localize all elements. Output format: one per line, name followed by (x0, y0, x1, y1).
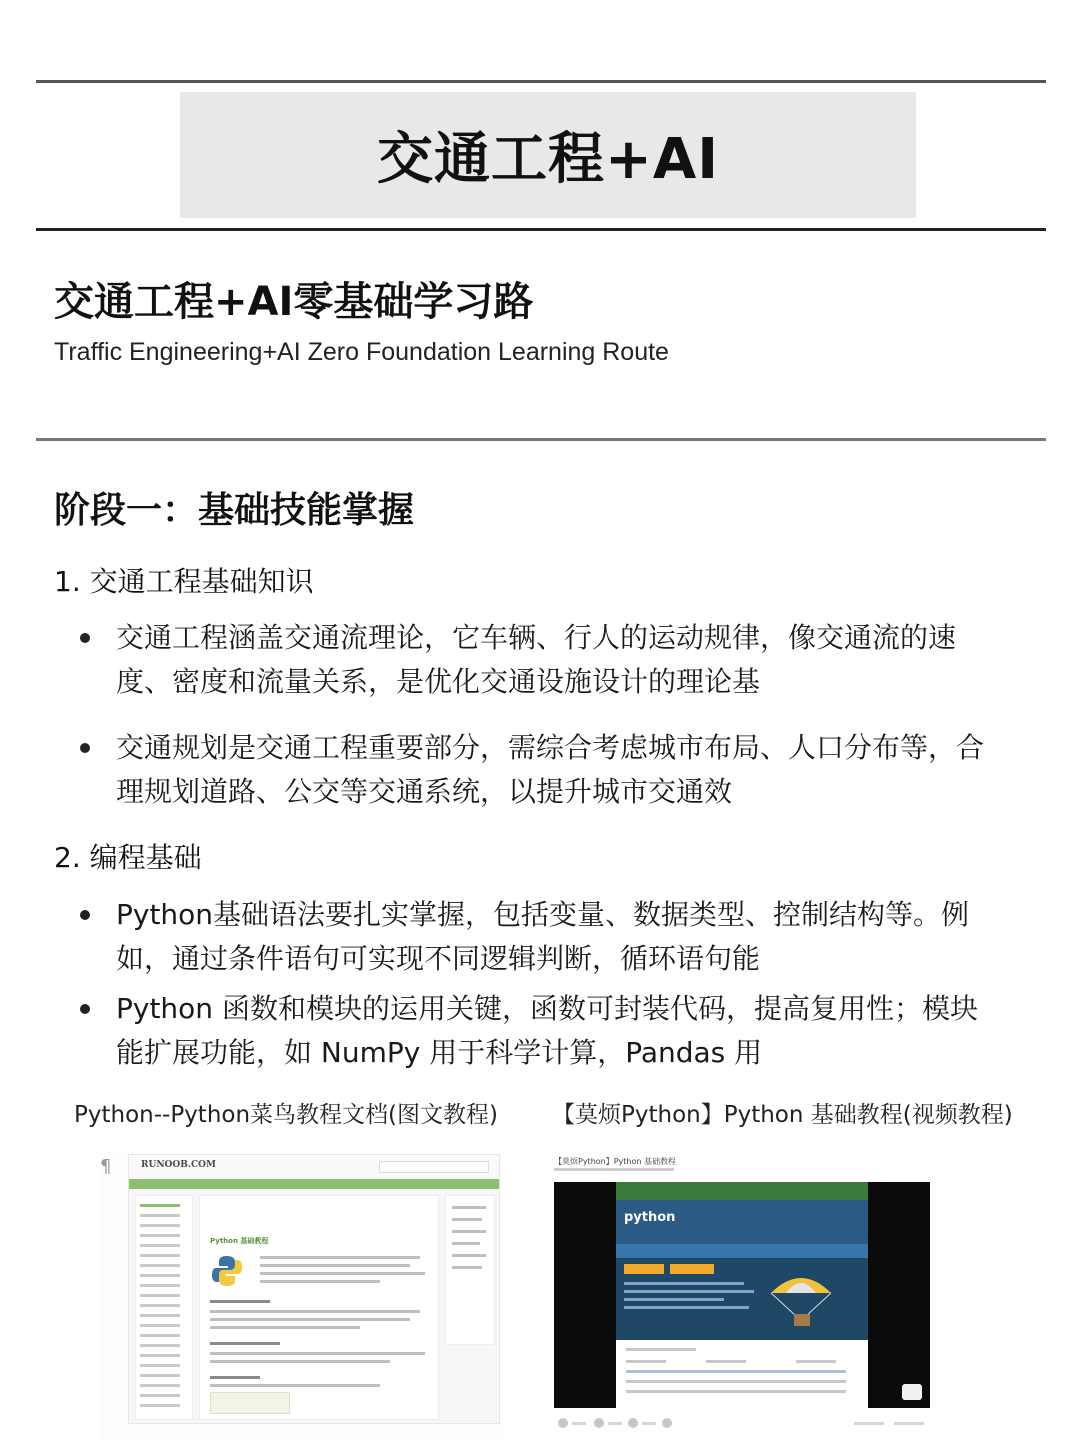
content-line (260, 1264, 410, 1267)
website-frame (128, 1154, 500, 1424)
sidebar-line (140, 1294, 180, 1297)
content-line (210, 1376, 260, 1379)
website-sidebar (135, 1195, 193, 1420)
sidebar-line (140, 1314, 180, 1317)
sidebar-line (140, 1364, 180, 1367)
section-divider (36, 438, 1046, 441)
sidebar-line (140, 1234, 180, 1237)
content-line (706, 1360, 746, 1363)
banner-line (624, 1290, 754, 1293)
coin-icon[interactable] (594, 1418, 604, 1428)
tutorial-title: Python 基础教程 (210, 1237, 269, 1245)
parachute-illustration-icon (766, 1268, 836, 1328)
bullet-python-modules: Python 函数和模块的运用关键，函数可封装代码，提高复用性；模块能扩展功能，如 NumPy 用于科学计算，Pandas 用 (116, 987, 996, 1075)
section-heading-traffic: 1. 交通工程基础知识 (54, 565, 314, 598)
bullet-python-syntax: Python基础语法要扎实掌握，包括变量、数据类型、控制结构等。例如，通过条件语句可实现不同逻辑判断，循环语句能 (116, 893, 996, 981)
content-line (210, 1318, 410, 1321)
caption-runoob[interactable]: Python--Python菜鸟教程文档(图文教程) (74, 1102, 498, 1128)
bullet-traffic-flow: 交通工程涵盖交通流理论，它车辆、行人的运动规律，像交通流的速度、密度和流量关系，是优化交通设施设计的理论基 (116, 616, 996, 704)
banner-line (624, 1298, 724, 1301)
content-line (452, 1242, 480, 1245)
sidebar-line (140, 1404, 180, 1407)
content-line (452, 1230, 486, 1233)
website-header (129, 1155, 499, 1179)
star-icon[interactable] (628, 1418, 638, 1428)
content-line (210, 1342, 280, 1345)
title-banner (180, 92, 916, 218)
star-count (642, 1422, 656, 1425)
content-line (210, 1352, 425, 1355)
coin-count (608, 1422, 622, 1425)
video-meta (554, 1168, 674, 1171)
content-line (210, 1360, 390, 1363)
runoob-logo: RUNOOB.COM (141, 1160, 216, 1170)
content-line (260, 1256, 420, 1259)
content-line (452, 1266, 482, 1269)
website-search-box (379, 1161, 489, 1173)
page-title: 交通工程+AI (376, 127, 720, 192)
pyorg-menu (616, 1244, 868, 1258)
content-line (210, 1326, 360, 1329)
content-line (626, 1370, 846, 1373)
content-line (452, 1254, 486, 1257)
video-camera-icon[interactable] (902, 1384, 922, 1400)
content-line (210, 1300, 270, 1303)
sidebar-line (140, 1374, 180, 1377)
code-sample-box (210, 1392, 290, 1414)
route-title-en: Traffic Engineering+AI Zero Foundation Learning Route (54, 338, 669, 366)
video-action-bar (554, 1414, 930, 1434)
caption-mofan[interactable]: 【莫烦Python】Python 基础教程(视频教程) (552, 1102, 1013, 1128)
video-browser-capture (616, 1182, 868, 1408)
pyorg-logo: python (624, 1210, 676, 1225)
stage-heading: 阶段一：基础技能掌握 (54, 490, 415, 531)
sidebar-line (140, 1394, 180, 1397)
route-title-cn: 交通工程+AI零基础学习路 (54, 279, 534, 325)
sidebar-line (140, 1244, 180, 1247)
sidebar-line (140, 1264, 180, 1267)
sidebar-line (140, 1204, 180, 1207)
content-line (796, 1360, 836, 1363)
content-line (626, 1380, 846, 1383)
title-divider (36, 228, 1046, 231)
sidebar-line (140, 1284, 180, 1287)
section-heading-programming: 2. 编程基础 (54, 841, 202, 874)
content-line (626, 1360, 666, 1363)
sidebar-line (140, 1224, 180, 1227)
bullet-traffic-planning: 交通规划是交通工程重要部分，需综合考虑城市布局、人口分布等，合理规划道路、公交等交通系统，以提升城市交通效 (116, 726, 996, 814)
like-count (572, 1422, 586, 1425)
website-nav-bar (129, 1179, 499, 1189)
video-title: 【莫烦Python】Python 基础教程 (554, 1157, 677, 1166)
like-icon[interactable] (558, 1418, 568, 1428)
website-content (199, 1195, 439, 1420)
banner-line (624, 1282, 744, 1285)
mofan-video-thumbnail[interactable] (552, 1150, 932, 1440)
runoob-thumbnail[interactable] (100, 1150, 502, 1440)
content-line (626, 1348, 696, 1351)
sidebar-line (140, 1304, 180, 1307)
content-line (210, 1384, 380, 1387)
website-right-panel (445, 1195, 495, 1345)
top-divider (36, 80, 1046, 83)
content-line (452, 1218, 482, 1221)
pilcrow-icon: ¶ (100, 1156, 112, 1177)
content-line (626, 1390, 846, 1393)
action-line (894, 1422, 924, 1425)
download-button (670, 1264, 714, 1274)
sidebar-line (140, 1354, 180, 1357)
download-button (624, 1264, 664, 1274)
sidebar-line (140, 1254, 180, 1257)
python-logo-icon (210, 1254, 244, 1288)
sidebar-line (140, 1344, 180, 1347)
browser-tab-bar (616, 1182, 868, 1200)
action-line (854, 1422, 884, 1425)
sidebar-line (140, 1384, 180, 1387)
share-icon[interactable] (662, 1418, 672, 1428)
banner-line (624, 1306, 749, 1309)
content-line (210, 1310, 420, 1313)
content-line (260, 1280, 380, 1283)
content-line (260, 1272, 425, 1275)
sidebar-line (140, 1214, 180, 1217)
content-line (452, 1206, 486, 1209)
sidebar-line (140, 1334, 180, 1337)
sidebar-line (140, 1324, 180, 1327)
sidebar-line (140, 1274, 180, 1277)
video-frame[interactable] (554, 1182, 930, 1408)
pyorg-content (616, 1340, 868, 1408)
